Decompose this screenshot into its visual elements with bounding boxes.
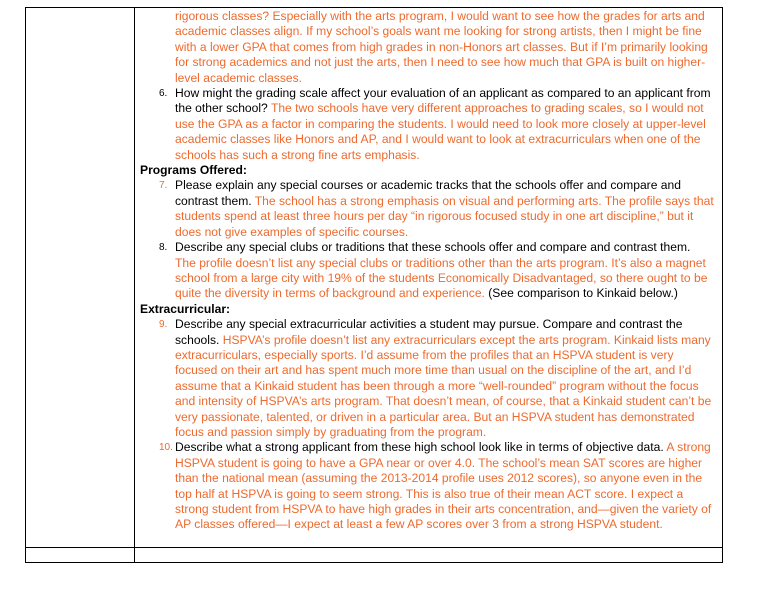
list-item-8 (140, 240, 714, 302)
section-heading-programs: Programs Offered: (140, 163, 247, 178)
question-text: Please explain any special courses or academic tracks that the schools offer and compare and contrast them. (175, 178, 681, 208)
item-number: 8. (159, 242, 168, 254)
list-item-7 (140, 178, 714, 240)
response-cell (140, 9, 714, 533)
item-number: 6. (159, 88, 168, 100)
question-text: How might the grading scale affect your evaluation of an applicant as compared to an applicant from the other school? (175, 86, 711, 116)
list-item-9 (140, 317, 714, 440)
answer-text: A strong HSPVA student is going to have a GPA near or over 4.0. The school’s mean SAT scores are higher than the national mean (assuming the 2013-2014 profile uses 2012 scores), so anyone even in the top half at HSPVA is going to seem strong. This is also true of their mean ACT score. I expect a strong student from HSPVA to have high grades in their arts concentration, and—given the variety of AP classes offered—I expect at least a few AP scores over 3 from a strong HSPVA student. (175, 440, 712, 532)
table-row-divider (25, 547, 723, 548)
section-heading-extracurricular: Extracurricular: (140, 301, 231, 316)
answer-5-continuation: rigorous classes? Especially with the arts program, I would want to see how the grades for arts and academic classes align. If my school’s goals want me looking for strong artists, then I might be fine with a lower GPA that comes from high grades in non-Honors art classes. But if I’m primarily looking for strong academics and not just the arts, then I need to see how much that GPA is built on higher-level academic classes. (175, 9, 708, 85)
table-bottom-border (25, 562, 723, 563)
question-text: Describe any special clubs or traditions that these schools offer and compare and contrast them. (175, 240, 691, 255)
question-text: Describe any special extracurricular activities a student may pursue. Compare and contrast the schools. (175, 317, 683, 347)
answer-text: HSPVA’s profile doesn’t list any extracurriculars except the arts program. Kinkaid lists many extracurriculars, especially sports. I’d assume from the profiles that an HSPVA student is very focused on their art and has spent much more time than usual on the discipline of the art, and I’d assume that a Kinkaid student has been through a more “well-rounded” program without the focus and intensity of HSPVA’s arts program. That doesn’t mean, of course, that a Kinkaid student can’t be very passionate, talented, or driven in a particular area. But an HSPVA student has demonstrated focus and passion simply by graduating from the program. (175, 332, 712, 439)
trailing-note: (See comparison to Kinkaid below.) (484, 286, 678, 301)
item-number: 9. (159, 319, 168, 331)
answer-text: The profile doesn’t list any special clubs or traditions other than the arts program. It’s also a magnet school from a large city with 19% of the students Economically Disadvantaged, so there ought to be quite the diversity in terms of background and experience. (175, 255, 708, 301)
question-text: Describe what a strong applicant from these high school look like in terms of objective data. (175, 440, 667, 455)
item-number: 7. (159, 180, 168, 192)
item-number: 10. (159, 442, 173, 454)
list-item-6 (140, 86, 714, 163)
table-right-border (722, 7, 723, 563)
table-left-border (25, 7, 26, 563)
answer-text: The school has a strong emphasis on visual and performing arts. The profile says that students spend at least three hours per day “in rigorous focused study in one art discipline,” but it does not give examples of specific courses. (175, 193, 714, 239)
table-top-border (25, 7, 723, 8)
table-column-divider (134, 7, 135, 563)
answer-text: The two schools have very different approaches to grading scales, so I would not use the GPA as a factor in comparing the students. I would need to look more closely at upper-level academic classes like Honors and AP, and I would want to look at extracurriculars when one of the schools has such a strong fine arts emphasis. (175, 101, 706, 162)
list-item-10 (140, 440, 714, 532)
